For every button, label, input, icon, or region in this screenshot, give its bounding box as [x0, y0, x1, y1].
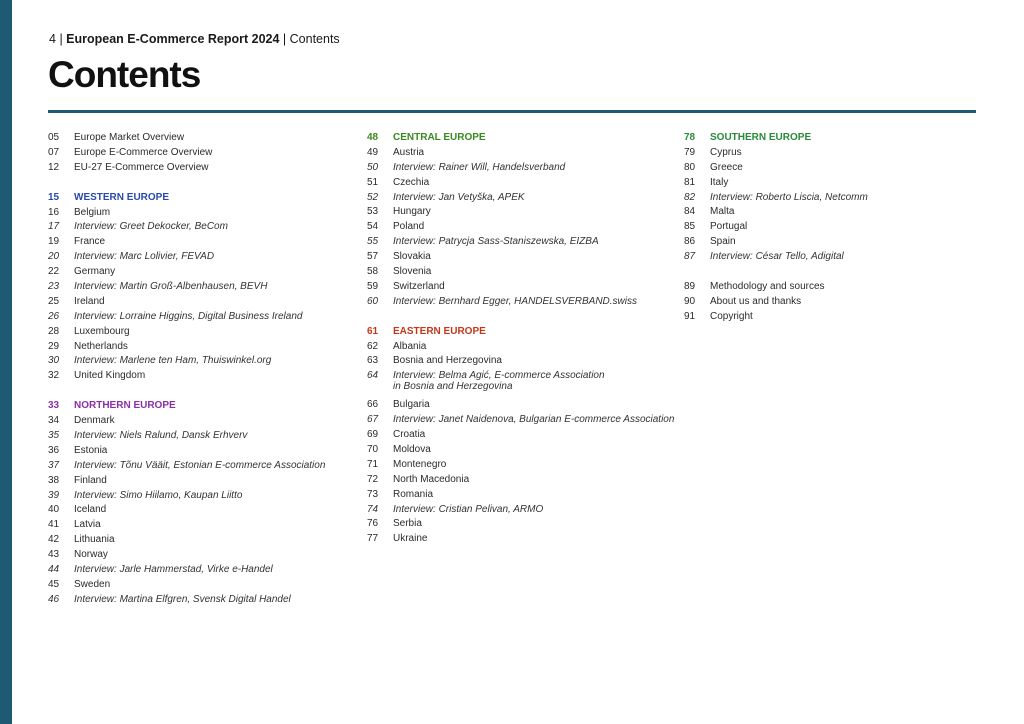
- toc-page-number: 44: [48, 564, 60, 576]
- toc-entry-label: Spain: [710, 236, 736, 248]
- toc-page-number: 16: [48, 206, 60, 218]
- toc-entry[interactable]: [367, 398, 667, 413]
- toc-entry-label: Italy: [710, 176, 729, 188]
- toc-entry[interactable]: [367, 473, 667, 488]
- toc-entry-label: Interview: Bernhard Egger, HANDELSVERBAND.swiss: [393, 295, 637, 307]
- toc-page-number: 91: [684, 310, 696, 322]
- header-page-number: 4: [49, 32, 56, 46]
- running-header: [49, 32, 340, 46]
- toc-page-number: 35: [48, 430, 60, 442]
- toc-entry-interview[interactable]: [684, 191, 984, 206]
- toc-entry-interview[interactable]: [48, 310, 348, 325]
- toc-entry[interactable]: [367, 176, 667, 191]
- toc-page-number: 22: [48, 266, 60, 278]
- toc-entry[interactable]: [48, 518, 348, 533]
- toc-page-number: 33: [48, 400, 60, 412]
- section-heading[interactable]: [48, 399, 348, 414]
- toc-entry-label: Sweden: [74, 578, 111, 590]
- toc-page-number: 79: [684, 146, 696, 158]
- toc-page-number: 74: [367, 503, 379, 515]
- toc-entry-label: Netherlands: [74, 340, 128, 352]
- toc-entry[interactable]: [48, 235, 348, 250]
- toc-entry-interview[interactable]: [48, 563, 348, 578]
- toc-page-number: 58: [367, 266, 379, 278]
- toc-page-number: 19: [48, 236, 60, 248]
- toc-page-number: 78: [684, 132, 696, 143]
- toc-entry[interactable]: [367, 280, 667, 295]
- section-spacer: [48, 384, 348, 399]
- toc-page-number: 54: [367, 221, 379, 233]
- title-divider: [48, 110, 976, 113]
- toc-entry[interactable]: [48, 131, 348, 146]
- toc-entry-label: Luxembourg: [74, 325, 130, 337]
- toc-entry-label: Interview: Rainer Will, Handelsverband: [393, 161, 566, 173]
- toc-entry[interactable]: [48, 325, 348, 340]
- toc-page-number: 86: [684, 236, 696, 248]
- toc-page-number: 51: [367, 176, 379, 188]
- toc-page-number: 32: [48, 370, 60, 382]
- toc-entry[interactable]: [684, 176, 984, 191]
- toc-entry-interview[interactable]: [367, 295, 667, 310]
- toc-indent: [367, 380, 393, 398]
- toc-page-number: 70: [367, 444, 379, 456]
- toc-entry-label: Slovakia: [393, 251, 431, 263]
- toc-entry-label: Portugal: [710, 221, 748, 233]
- toc-entry-interview[interactable]: [48, 489, 348, 504]
- toc-entry[interactable]: [367, 250, 667, 265]
- toc-page-number: 76: [367, 518, 379, 530]
- toc-page-number: 67: [367, 414, 379, 426]
- section-heading[interactable]: [48, 191, 348, 206]
- toc-entry[interactable]: [48, 578, 348, 593]
- toc-entry-label: Poland: [393, 221, 425, 233]
- toc-page-number: 87: [684, 251, 696, 263]
- toc-page-number: 36: [48, 444, 60, 456]
- toc-entry-interview[interactable]: [367, 191, 667, 206]
- toc-entry-label: Lithuania: [74, 534, 115, 546]
- toc-entry-label: Austria: [393, 146, 425, 158]
- toc-entry-label: WESTERN EUROPE: [74, 191, 170, 203]
- toc-entry-label: Bulgaria: [393, 399, 430, 411]
- toc-entry-label: Albania: [393, 340, 427, 352]
- toc-entry[interactable]: [367, 146, 667, 161]
- toc-entry[interactable]: [367, 205, 667, 220]
- toc-entry-label: Hungary: [393, 206, 431, 218]
- toc-entry-label: Estonia: [74, 444, 108, 456]
- toc-entry[interactable]: [684, 295, 984, 310]
- toc-page-number: 46: [48, 593, 60, 605]
- toc-entry[interactable]: [367, 532, 667, 547]
- header-separator: |: [282, 32, 287, 46]
- toc-entry-label: Interview: César Tello, Adigital: [710, 251, 844, 263]
- page-title: Contents: [48, 54, 201, 95]
- toc-entry[interactable]: [684, 220, 984, 235]
- toc-entry[interactable]: [48, 295, 348, 310]
- toc-entry-label: SOUTHERN EUROPE: [710, 132, 812, 143]
- section-spacer: [48, 176, 348, 191]
- toc-page-number: 82: [684, 191, 696, 203]
- toc-page-number: 72: [367, 473, 379, 485]
- toc-entry[interactable]: [48, 265, 348, 280]
- toc-entry-continuation: [367, 380, 667, 398]
- toc-page-number: 28: [48, 325, 60, 337]
- toc-entry[interactable]: [48, 533, 348, 548]
- toc-entry-interview[interactable]: [367, 413, 675, 428]
- toc-entry-interview[interactable]: [48, 280, 348, 295]
- toc-page-number: 69: [367, 429, 379, 441]
- toc-entry[interactable]: [48, 161, 348, 176]
- section-heading[interactable]: [367, 131, 667, 146]
- toc-entry[interactable]: [367, 354, 667, 369]
- toc-page-number: 39: [48, 489, 60, 501]
- toc-page-number: 90: [684, 295, 696, 307]
- toc-page-number: 29: [48, 340, 60, 352]
- toc-entry-label: Interview: Martin Groß-Albenhausen, BEVH: [74, 281, 268, 293]
- toc-entry[interactable]: [48, 146, 348, 161]
- toc-page-number: 84: [684, 206, 696, 218]
- toc-entry[interactable]: [684, 280, 984, 295]
- toc-page-number: 53: [367, 206, 379, 218]
- toc-page-number: 15: [48, 191, 60, 203]
- toc-entry-interview[interactable]: [48, 459, 348, 474]
- toc-entry-label: Denmark: [74, 415, 115, 427]
- toc-entry[interactable]: [48, 503, 348, 518]
- toc-entry-interview[interactable]: [48, 429, 348, 444]
- toc-entry-label: Czechia: [393, 176, 430, 188]
- toc-entry-interview[interactable]: [48, 593, 348, 608]
- toc-entry-interview[interactable]: [367, 369, 667, 380]
- toc-entry-interview[interactable]: [684, 250, 984, 265]
- toc-page-number: 41: [48, 519, 60, 531]
- toc-page-number: 23: [48, 281, 60, 293]
- toc-entry-label: Interview: Simo Hiilamo, Kaupan Liitto: [74, 489, 243, 501]
- toc-entry-label: Cyprus: [710, 146, 742, 158]
- toc-entry[interactable]: [48, 548, 348, 563]
- toc-page-number: 17: [48, 221, 60, 233]
- side-accent-bar: [0, 0, 12, 724]
- toc-entry-label: Romania: [393, 488, 434, 500]
- toc-entry-label: Latvia: [74, 519, 101, 531]
- toc-entry[interactable]: [48, 414, 348, 429]
- toc-entry-label: Iceland: [74, 504, 107, 516]
- toc-entry-label: Germany: [74, 266, 116, 278]
- toc-entry[interactable]: [367, 488, 667, 503]
- toc-page-number: 57: [367, 251, 379, 263]
- toc-entry-label: Serbia: [393, 518, 422, 530]
- section-spacer: [367, 310, 667, 325]
- toc-page-number: 38: [48, 474, 60, 486]
- toc-entry-label: Switzerland: [393, 280, 445, 292]
- toc-entry-label: Interview: Marc Lolivier, FEVAD: [74, 251, 215, 263]
- toc-entry-label: Finland: [74, 474, 107, 486]
- toc-entry-label: Interview: Martina Elfgren, Svensk Digital Handel: [74, 593, 291, 605]
- toc-page-number: 26: [48, 310, 60, 322]
- toc-page-number: 25: [48, 295, 60, 307]
- toc-entry-interview[interactable]: [48, 250, 348, 265]
- toc-page-number: 66: [367, 399, 379, 411]
- toc-page-number: 60: [367, 295, 379, 307]
- toc-entry-label: Interview: Marlene ten Ham, Thuiswinkel.org: [74, 355, 272, 367]
- toc-page-number: 48: [367, 132, 379, 143]
- toc-page-number: 12: [48, 161, 60, 173]
- toc-entry-label: Europe E-Commerce Overview: [74, 146, 213, 158]
- toc-page-number: 52: [367, 191, 379, 203]
- toc-entry-label: NORTHERN EUROPE: [74, 400, 176, 412]
- toc-page-number: 07: [48, 146, 60, 158]
- toc-entry-label: Interview: Jan Vetyška, APEK: [393, 191, 525, 203]
- toc-entry[interactable]: [48, 444, 348, 459]
- toc-entry[interactable]: [367, 458, 667, 473]
- header-report-title: European E-Commerce Report 2024: [66, 32, 280, 46]
- toc-entry-label: Belgium: [74, 206, 111, 218]
- toc-entry-label: North Macedonia: [393, 473, 470, 485]
- toc-page-number: 62: [367, 340, 379, 352]
- toc-entry-label: Europe Market Overview: [74, 132, 185, 143]
- toc-entry[interactable]: [48, 369, 348, 384]
- toc-entry-label: United Kingdom: [74, 370, 146, 382]
- toc-entry-interview[interactable]: [367, 235, 667, 250]
- toc-entry[interactable]: [367, 517, 667, 532]
- toc-page-number: 73: [367, 488, 379, 500]
- toc-page-number: 55: [367, 236, 379, 248]
- toc-page-number: 43: [48, 549, 60, 561]
- toc-entry-label: CENTRAL EUROPE: [393, 132, 486, 143]
- toc-entry[interactable]: [684, 235, 984, 250]
- toc-entry-label: Moldova: [393, 444, 431, 456]
- toc-entry-label: Slovenia: [393, 266, 432, 278]
- toc-page-number: 59: [367, 280, 379, 292]
- toc-page-number: 80: [684, 161, 696, 173]
- section-spacer: [684, 265, 984, 280]
- toc-entry-label: Montenegro: [393, 458, 447, 470]
- toc-entry-label: Interview: Belma Agić, E-commerce Association: [393, 370, 605, 382]
- toc-entry[interactable]: [684, 205, 984, 220]
- toc-column-1: [48, 131, 348, 608]
- toc-entry-label: Bosnia and Herzegovina: [393, 355, 502, 367]
- toc-entry-label: Greece: [710, 161, 743, 173]
- toc-page-number: 89: [684, 281, 696, 293]
- section-heading[interactable]: [367, 325, 667, 340]
- toc-entry-label: Interview: Lorraine Higgins, Digital Business Ireland: [74, 310, 303, 322]
- toc-column-2: [367, 131, 675, 547]
- toc-entry-label: Interview: Cristian Pelivan, ARMO: [393, 503, 544, 515]
- toc-entry[interactable]: [367, 428, 667, 443]
- toc-entry[interactable]: [684, 146, 984, 161]
- toc-page-number: 64: [367, 370, 379, 382]
- toc-column-3: [684, 131, 984, 325]
- section-heading[interactable]: [684, 131, 984, 146]
- toc-entry-label: Interview: Roberto Liscia, Netcomm: [710, 191, 868, 203]
- toc-entry-label: Ireland: [74, 295, 105, 307]
- toc-entry-label: Interview: Greet Dekocker, BeCom: [74, 221, 228, 233]
- toc-page-number: 63: [367, 355, 379, 367]
- toc-page-number: 45: [48, 578, 60, 590]
- toc-entry-label: Interview: Niels Ralund, Dansk Erhverv: [74, 430, 248, 442]
- toc-entry-label: Interview: Jarle Hammerstad, Virke e-Handel: [74, 564, 273, 576]
- toc-entry-label: About us and thanks: [710, 295, 802, 307]
- toc-page-number: 20: [48, 251, 60, 263]
- toc-entry[interactable]: [48, 206, 348, 221]
- toc-page-number: 77: [367, 533, 379, 545]
- toc-entry[interactable]: [684, 161, 984, 176]
- toc-page-number: 71: [367, 458, 379, 470]
- toc-page-number: 81: [684, 176, 696, 188]
- toc-entry-label-continuation: in Bosnia and Herzegovina: [393, 381, 513, 393]
- toc-entry[interactable]: [367, 340, 667, 355]
- toc-page-number: 05: [48, 132, 60, 143]
- toc-page-number: 34: [48, 415, 60, 427]
- toc-entry-label: Malta: [710, 206, 735, 218]
- header-section: Contents: [289, 32, 340, 46]
- toc-entry-label: Croatia: [393, 429, 426, 441]
- toc-page-number: 61: [367, 325, 379, 337]
- toc-entry-label: Interview: Tõnu Vääit, Estonian E-commerce Association: [74, 459, 326, 471]
- toc-page-number: 50: [367, 161, 379, 173]
- toc-entry-interview[interactable]: [367, 161, 667, 176]
- toc-page-number: 30: [48, 355, 60, 367]
- toc-entry-label: Copyright: [710, 310, 753, 322]
- toc-entry-label: EASTERN EUROPE: [393, 325, 486, 337]
- toc-entry-interview[interactable]: [48, 354, 348, 369]
- toc-page-number: 49: [367, 146, 379, 158]
- toc-entry[interactable]: [48, 340, 348, 355]
- toc-page-number: 37: [48, 459, 60, 471]
- toc-entry-label: Interview: Janet Naidenova, Bulgarian E-commerce Association: [393, 414, 675, 426]
- toc-entry[interactable]: [367, 443, 667, 458]
- toc-entry-interview[interactable]: [48, 220, 348, 235]
- toc-entry-label: Methodology and sources: [710, 281, 825, 293]
- toc-entry-interview[interactable]: [367, 503, 667, 518]
- toc-entry[interactable]: [367, 265, 667, 280]
- toc-entry-label: France: [74, 236, 106, 248]
- header-separator: |: [59, 32, 63, 46]
- toc-page-number: 40: [48, 504, 60, 516]
- toc-entry[interactable]: [684, 310, 984, 325]
- toc-entry-label: Interview: Patrycja Sass-Staniszewska, EIZBA: [393, 236, 599, 248]
- toc-entry-label: Norway: [74, 549, 108, 561]
- toc-entry[interactable]: [367, 220, 667, 235]
- toc-entry-label: Ukraine: [393, 533, 428, 545]
- toc-page-number: 42: [48, 534, 60, 546]
- toc-entry-label: EU-27 E-Commerce Overview: [74, 161, 209, 173]
- toc-page-number: 85: [684, 221, 696, 233]
- toc-entry[interactable]: [48, 474, 348, 489]
